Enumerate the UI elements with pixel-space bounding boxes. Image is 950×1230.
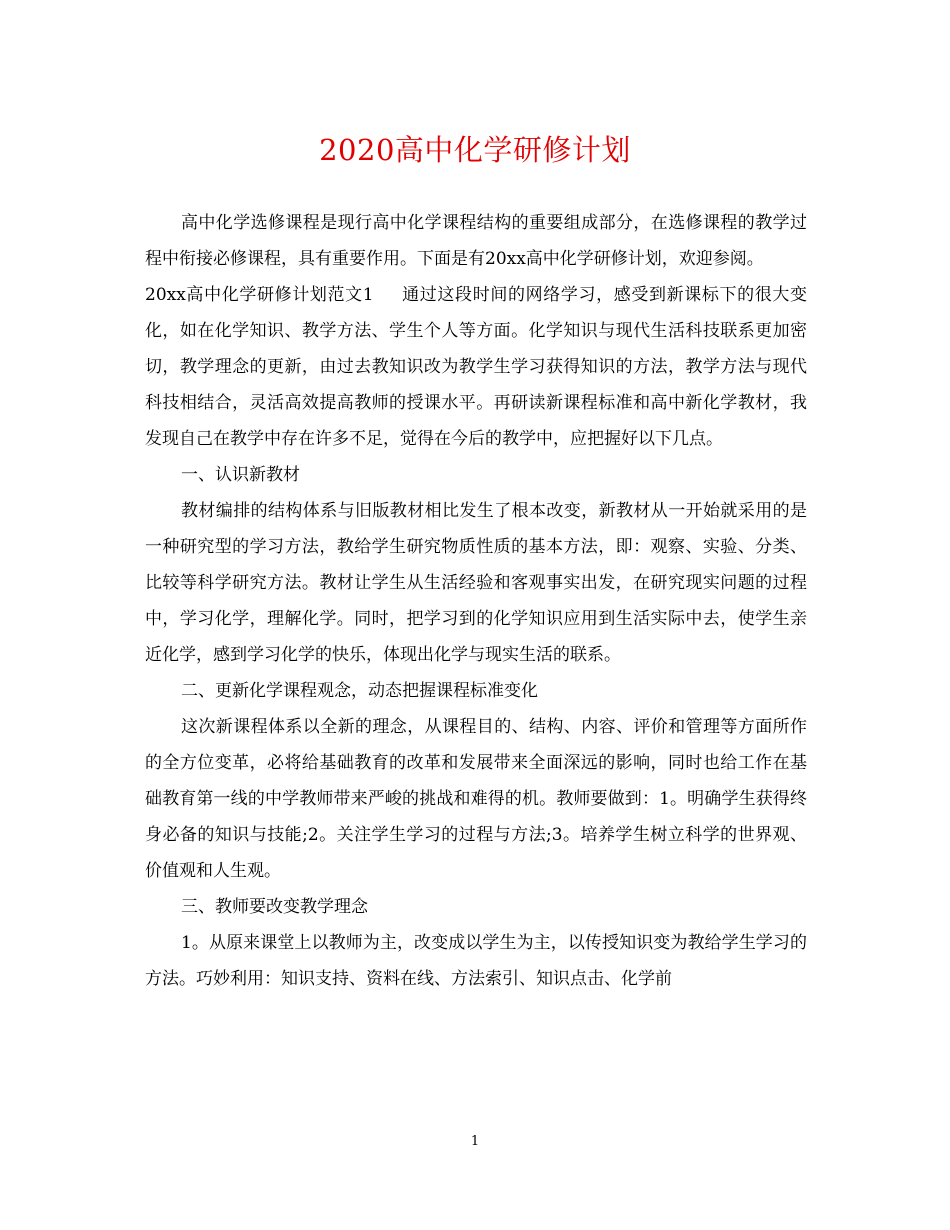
section-paragraph-2: 这次新课程体系以全新的理念，从课程目的、结构、内容、评价和管理等方面所作的全方位变革，必将给基础教育的改革和发展带来全面深远的影响，同时也给工作在基础教育第一线的中学教师带来严峻的挑战和难得的机。教师要做到：1。明确学生获得终身必备的知识与技能;2。关注学生学习的过程与方法;3。培养学生树立科学的世界观、价值观和人生观。	[145, 717, 807, 881]
section-heading-2: 二、更新化学课程观念，动态把握课程标准变化	[181, 681, 538, 701]
section-heading-1: 一、认识新教材	[181, 465, 300, 485]
section-paragraph-1: 教材编排的结构体系与旧版教材相比发生了根本改变，新教材从一开始就采用的是一种研究型的学习方法，教给学生研究物质性质的基本方法，即：观察、实验、分类、比较等科学研究方法。教材让学生从生活经验和客观事实出发，在研究现实问题的过程中，学习化学，理解化学。同时，把学习到的化学知识应用到生活实际中去，使学生亲近化学，感到学习化学的快乐，体现出化学与现实生活的联系。	[145, 501, 807, 665]
sample-paragraph-text: 通过这段时间的网络学习，感受到新课标下的很大变化，如在化学知识、教学方法、学生个人等方面。化学知识与现代生活科技联系更加密切，教学理念的更新，由过去教知识改为教学生学习获得知识的方法，教学方法与现代科技相结合，灵活高效提高教师的授课水平。再研读新课程标准和高中新化学教材，我发现自己在教学中存在许多不足，觉得在今后的教学中，应把握好以下几点。	[145, 285, 808, 449]
document-title: 2020高中化学研修计划	[319, 133, 631, 167]
section-heading-3: 三、教师要改变教学理念	[181, 897, 368, 917]
sample-heading: 20xx高中化学研修计划范文1	[145, 285, 374, 305]
sample-paragraph	[145, 277, 807, 457]
document-body	[145, 205, 807, 997]
page-number: 1	[470, 1134, 480, 1149]
intro-paragraph: 高中化学选修课程是现行高中化学课程结构的重要组成部分，在选修课程的教学过程中衔接必修课程，具有重要作用。下面是有20xx高中化学研修计划，欢迎参阅。	[145, 213, 807, 269]
section-paragraph-3: 1。从原来课堂上以教师为主，改变成以学生为主，以传授知识变为教给学生学习的方法。巧妙利用：知识支持、资料在线、方法索引、知识点击、化学前	[145, 933, 807, 989]
